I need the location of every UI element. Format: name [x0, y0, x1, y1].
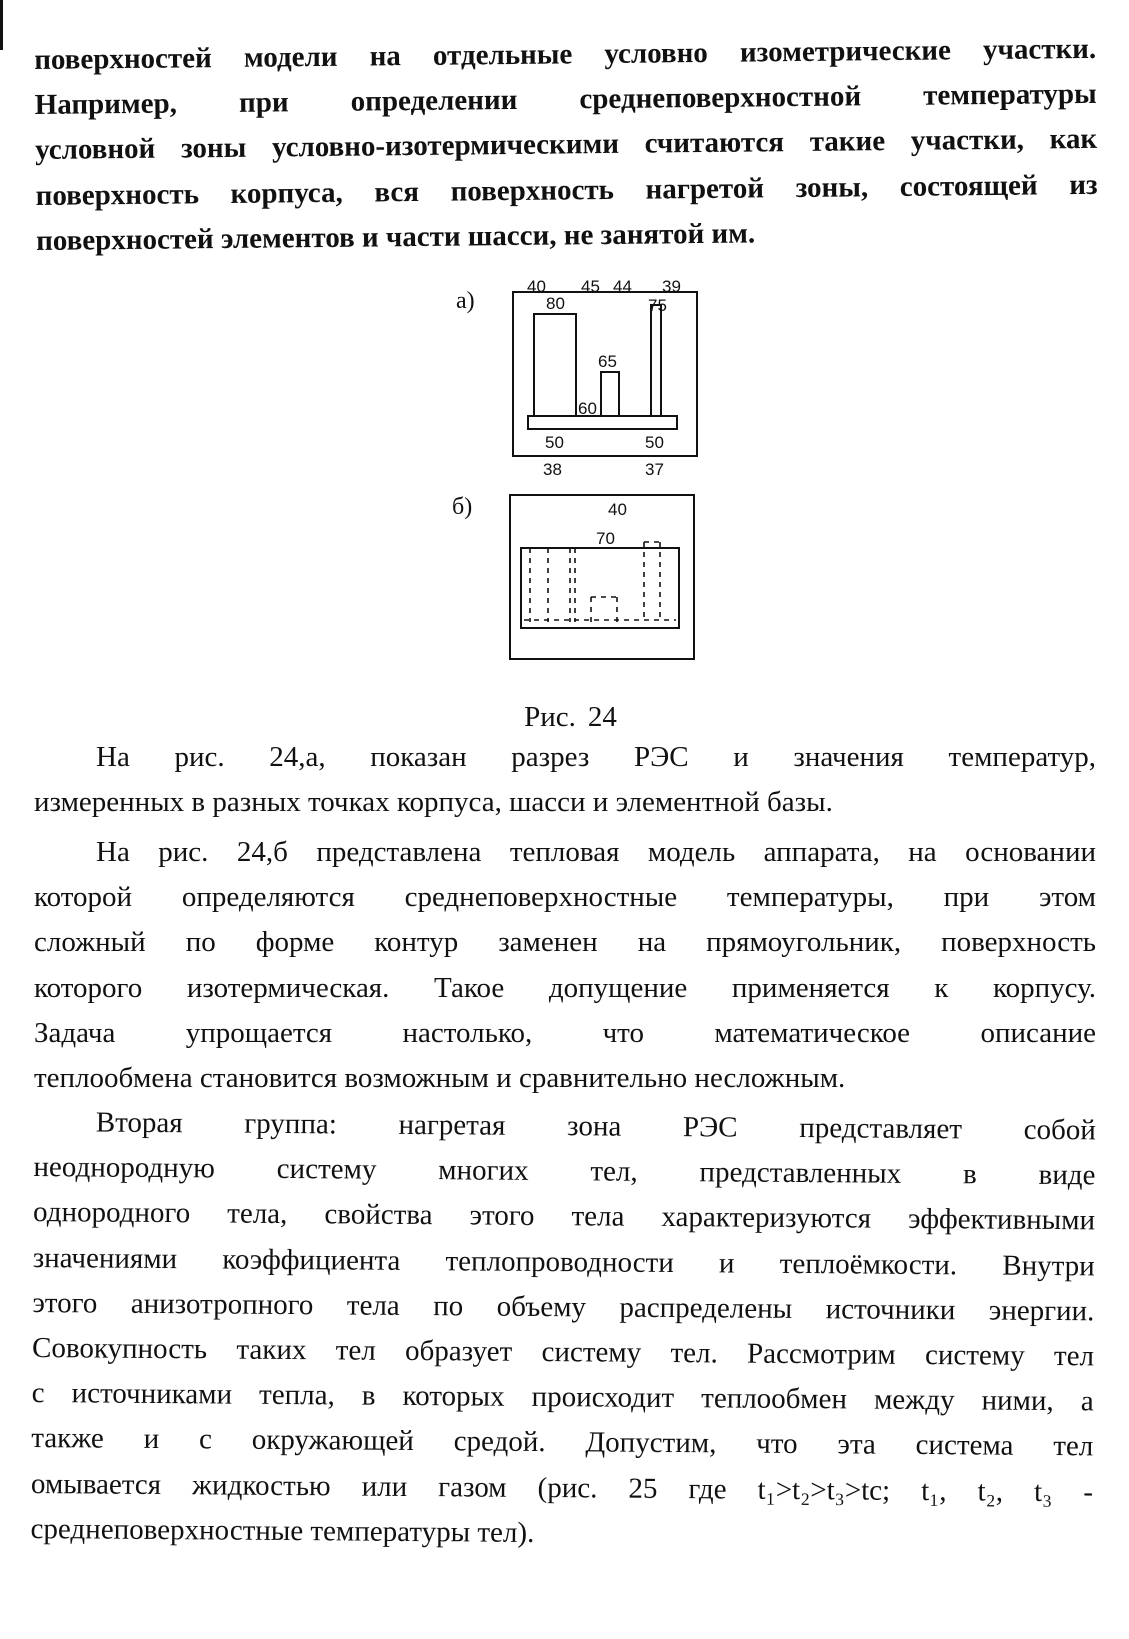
value-top-4: 39	[662, 277, 681, 296]
small-element	[601, 372, 619, 416]
text-line: теплообмена становится возможным и сравнительно несложным.	[34, 1062, 846, 1095]
paragraph-4	[30, 1100, 1096, 1560]
text-line: неоднородную систему многих тел, представленных в виде	[33, 1151, 1096, 1192]
value-small-top: 65	[598, 352, 617, 371]
value-top-2: 45	[581, 277, 600, 296]
value-top-1: 40	[527, 277, 546, 296]
paragraph-3	[34, 830, 1096, 1101]
text-line: омывается жидкостью или газом (рис. 25 где t₁>t₂>t₃>tc; t₁, t₂, t₃ -	[30, 1467, 1094, 1508]
value-right-tall: 75	[648, 296, 667, 315]
text-line: измеренных в разных точках корпуса, шасси и элементной базы.	[34, 786, 833, 819]
caption-prefix: Рис.	[524, 701, 576, 733]
value-bottom-outer-right: 37	[645, 460, 664, 479]
text-line: Вторая группа: нагретая зона РЭС представляет собой	[95, 1106, 1096, 1147]
housing-outline	[513, 292, 697, 456]
text-line: поверхностей модели на отдельные условно изометрические участки.	[34, 32, 1097, 76]
hidden-elements-dashed	[524, 542, 676, 622]
paragraph-2	[34, 735, 1096, 825]
value-small-base: 60	[578, 399, 597, 418]
text-line: поверхностей элементов и части шасси, не занятой им.	[35, 217, 756, 257]
figure-24-diagram	[0, 0, 1129, 700]
text-line: которой определяются среднеповерхностные температуры, при этом	[34, 881, 1096, 914]
text-line: Задача упрощается настолько, что математическое описание	[34, 1016, 1096, 1049]
figure-a-section	[513, 292, 697, 456]
text-line: сложный по форме контур заменен на прямоугольник, поверхность	[34, 926, 1096, 959]
value-bottom-inner-right: 50	[645, 433, 664, 452]
value-zone: 70	[596, 529, 615, 548]
value-left-tall: 80	[546, 294, 565, 313]
text-line: условной зоны условно-изотермическими считаются такие участки, как	[35, 123, 1098, 167]
text-line: также и с окружающей средой. Допустим, что эта система тел	[31, 1422, 1094, 1463]
value-bottom-inner-left: 50	[545, 433, 564, 452]
text-line: которого изотермическая. Такое допущение применяется к корпусу.	[34, 971, 1096, 1004]
heated-zone-rect	[521, 548, 679, 628]
tall-element-left	[534, 314, 576, 416]
text-line: На рис. 24,а, показан разрез РЭС и значения температур,	[96, 741, 1096, 773]
text-line: значениями коэффициента теплопроводности и теплоёмкости. Внутри	[32, 1241, 1095, 1282]
text-line: Например, при определении среднеповерхностной температуры	[34, 78, 1097, 122]
tall-element-right	[651, 305, 661, 416]
value-top-3: 44	[613, 277, 632, 296]
figure-label-a: а)	[456, 288, 475, 314]
value-housing: 40	[608, 500, 627, 519]
chassis-plate	[528, 416, 677, 429]
text-line: среднеповерхностные температуры тел).	[30, 1512, 535, 1549]
caption-number: 24	[587, 701, 617, 733]
text-line: этого анизотропного тела по объему распределены источники энергии.	[32, 1286, 1095, 1328]
text-line: поверхность корпуса, вся поверхность нагретой зоны, состоящей из	[35, 168, 1098, 212]
model-housing	[510, 495, 694, 659]
figure-caption	[0, 700, 1129, 734]
figure-label-b: б)	[452, 494, 473, 520]
text-line: с источниками тепла, в которых происходит теплообмен между ними, а	[31, 1377, 1094, 1418]
text-line: однородного тела, свойства этого тела характеризуются эффективными	[32, 1196, 1096, 1237]
text-line: Совокупность таких тел образует систему тел. Рассмотрим систему тел	[31, 1332, 1095, 1373]
figure-b-thermal-model	[510, 495, 694, 659]
value-bottom-outer-left: 38	[543, 460, 562, 479]
text-line: На рис. 24,б представлена тепловая модель аппарата, на основании	[96, 836, 1096, 868]
